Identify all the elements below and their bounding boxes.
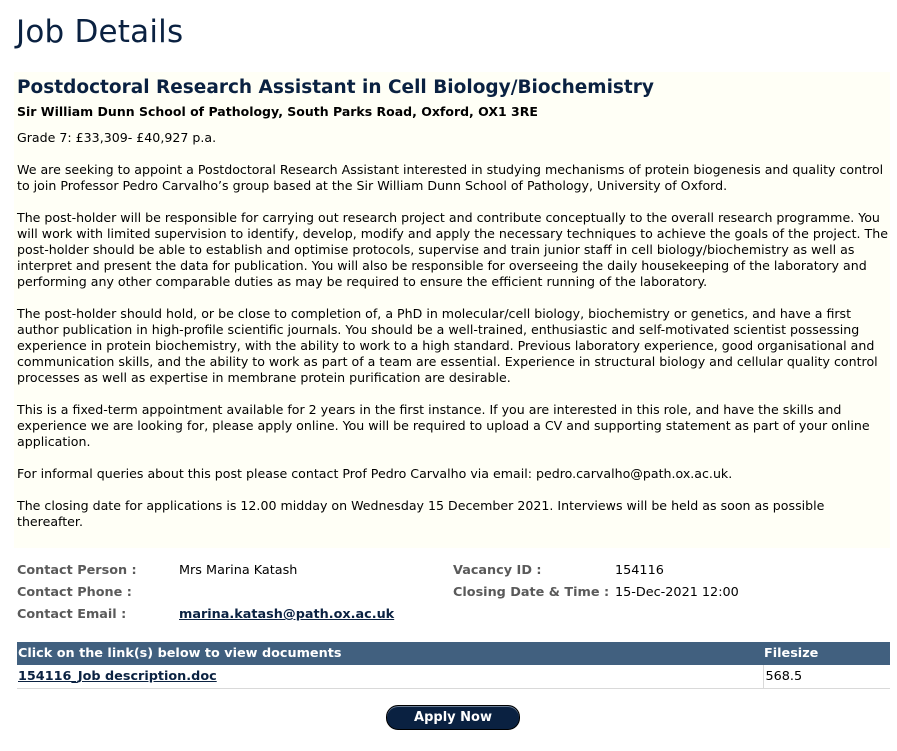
job-location: Sir William Dunn School of Pathology, South Parks Road, Oxford, OX1 3RE — [17, 104, 538, 119]
document-link[interactable]: 154116_Job description.doc — [18, 669, 217, 684]
contact-row-person — [17, 560, 877, 582]
page-title: Job Details — [16, 14, 184, 50]
vacancy-id-label: Vacancy ID : — [453, 563, 542, 578]
vacancy-id-value: 154116 — [615, 563, 664, 578]
documents-table — [17, 642, 890, 689]
description-paragraph: This is a fixed-term appointment available for 2 years in the first instance. If you are interested in this role, and have the skills and experience we are looking for, please apply online. You will be required to upload a CV and supporting statement as part of your online application. — [17, 402, 870, 449]
contact-details — [17, 560, 877, 626]
contact-email-link[interactable]: marina.katash@path.ox.ac.uk — [179, 607, 395, 622]
documents-header-filesize: Filesize — [763, 642, 890, 665]
document-filesize: 568.5 — [763, 665, 890, 689]
description-paragraph: The post-holder will be responsible for carrying out research project and contribute conceptually to the overall research programme. You will work with limited supervision to identify, develop, modify and apply the necessary techniques to achieve the goals of the project. The post-holder should be able to establish and optimise protocols, supervise and train junior staff in cell biology/biochemistry as well as interpret and present the data for publication. You will also be responsible for overseeing the daily housekeeping of the laboratory and performing any other comparable duties as may be required to ensure the efficient running of the laboratory. — [17, 210, 888, 289]
job-description — [17, 130, 891, 546]
description-paragraph: For informal queries about this post please contact Prof Pedro Carvalho via email: pedro.carvalho@path.ox.ac.uk. — [17, 466, 733, 481]
document-row — [17, 665, 890, 689]
contact-email-label: Contact Email : — [17, 607, 127, 622]
contact-row-email — [17, 604, 877, 626]
closing-date-label: Closing Date & Time : — [453, 585, 610, 600]
description-paragraph: The post-holder should hold, or be close to completion of, a PhD in molecular/cell biology, biochemistry or genetics, and have a first author publication in high-profile scientific journals. You should be a well-trained, enthusiastic and self-motivated scientist possessing experience in protein biochemistry, with the ability to work to a high standard. Previous laboratory experience, good organisational and communication skills, and the ability to work as part of a team are essential. Experience in structural biology and cellular quality control processes as well as expertise in membrane protein purification are desirable. — [17, 306, 878, 385]
contact-person-label: Contact Person : — [17, 563, 137, 578]
documents-header-row — [17, 642, 890, 665]
description-paragraph: The closing date for applications is 12.00 midday on Wednesday 15 December 2021. Interviews will be held as soon as possible thereafter. — [17, 498, 825, 529]
contact-person-value: Mrs Marina Katash — [179, 563, 298, 578]
description-paragraph: We are seeking to appoint a Postdoctoral Research Assistant interested in studying mechanisms of protein biogenesis and quality control to join Professor Pedro Carvalho’s group based at the Sir William Dunn School of Pathology, University of Oxford. — [17, 162, 884, 193]
grade-text: Grade 7: £33,309- £40,927 p.a. — [17, 130, 217, 145]
job-title: Postdoctoral Research Assistant in Cell Biology/Biochemistry — [17, 77, 654, 98]
contact-phone-label: Contact Phone : — [17, 585, 132, 600]
contact-row-phone — [17, 582, 877, 604]
documents-header-label: Click on the link(s) below to view documents — [17, 642, 763, 665]
apply-now-button[interactable]: Apply Now — [386, 705, 520, 730]
closing-date-value: 15-Dec-2021 12:00 — [615, 585, 739, 600]
